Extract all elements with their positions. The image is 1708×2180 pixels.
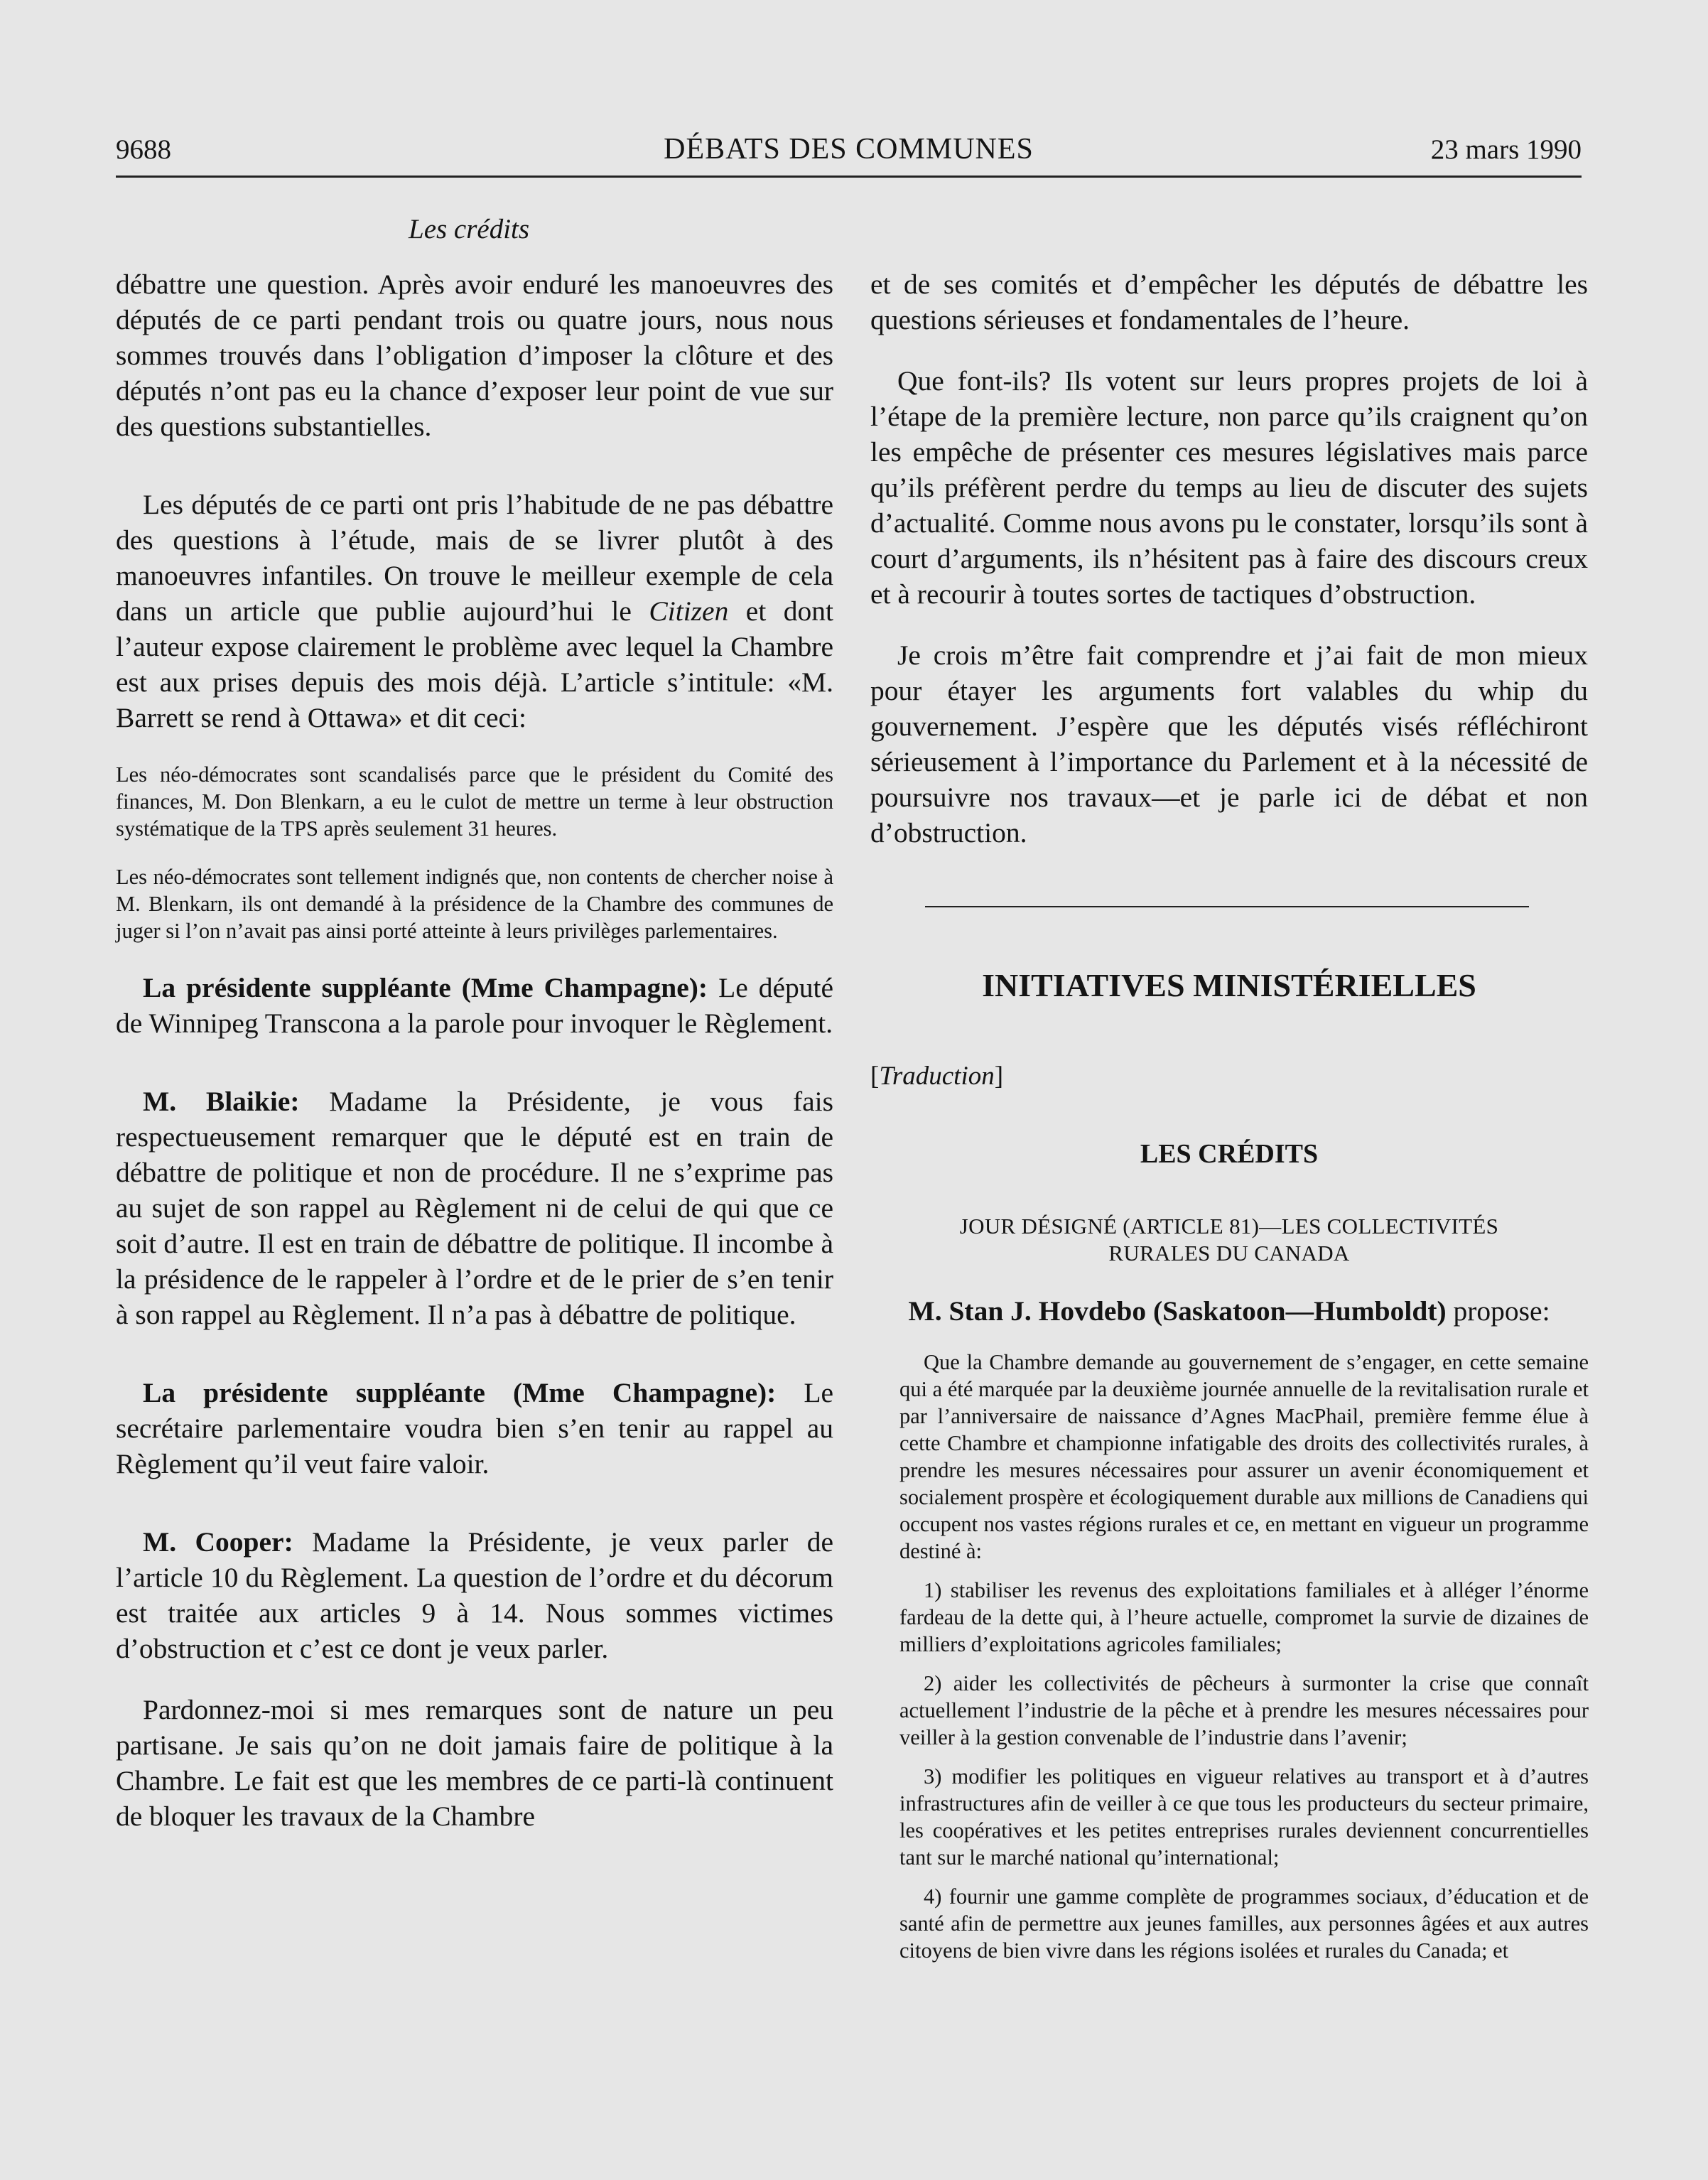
designated-day-heading: JOUR DÉSIGNÉ (ARTICLE 81)—LES COLLECTIVITÉS RURALES DU CANADA (959, 1214, 1499, 1266)
speaker-name: M. Cooper: (143, 1526, 293, 1558)
mover-line: M. Stan J. Hovdebo (Saskatoon—Humboldt) propose: (908, 1295, 1550, 1327)
motion-text (899, 1349, 1589, 1964)
motion-item: 3) modifier les politiques en vigueur relatives au transport et à d’autres infrastructures afin de veiller à ce que tous les producteurs du secteur primaire, les coopératives et les petites entreprises rurales deviennent concurrentielles tant sur le marché national qu’international; (899, 1764, 1589, 1869)
right-column (870, 266, 1588, 851)
speaker-name: La présidente suppléante (Mme Champagne): (143, 1377, 777, 1408)
paragraph: débattre une question. Après avoir enduré les manoeuvres des députés de ce parti pendant trois ou quatre jours, nous nous sommes trouvés dans l’obligation d’imposer la clôture et des députés n’ont pas eu la chance d’exposer leur point de vue sur des questions substantielles. (116, 269, 833, 442)
speaker-name: M. Blaikie: (143, 1086, 300, 1117)
page-number: 9688 (116, 134, 171, 165)
paragraph: Je crois m’être fait comprendre et j’ai fait de mon mieux pour étayer les arguments fort valables du whip du gouvernement. J’espère que les députés visés réfléchiront sérieusement à l’importance du Parlement et à la nécessité de poursuivre nos travaux—et je parle ici de débat et non d’obstruction. (870, 640, 1588, 848)
motion-item: 2) aider les collectivités de pêcheurs à surmonter la crise que connaît actuellement l’industrie de la pêche et à prendre les mesures nécessaires pour veiller à la gestion convenable de l’industrie dans l’avenir; (899, 1671, 1589, 1749)
speech: La présidente suppléante (Mme Champagne): Le député de Winnipeg Transcona a la parole pour invoquer le Règlement. (116, 972, 834, 1039)
header-rule (116, 176, 1582, 178)
speech: M. Blaikie: Madame la Présidente, je vous fais respectueusement remarquer que le député est en train de débattre de politique et non de procédure. Il ne s’exprime pas au sujet de son rappel au Règlement ni de celui de qui que ce soit d’autre. Il est en train de débattre de politique. Il incombe à la présidence de le rappeler à l’ordre et de le prier de s’en tenir à son rappel au Règlement. Il n’a pas à débattre de politique. (116, 1086, 833, 1330)
paragraph: et de ses comités et d’empêcher les députés de débattre les questions sérieuses et fondamentales de l’heure. (870, 269, 1588, 335)
subsection-title: LES CRÉDITS (1140, 1139, 1319, 1169)
motion-intro: Que la Chambre demande au gouvernement de s’engager, en cette semaine qui a été marquée par la deuxième journée annuelle de la revitalisation rurale et par l’anniversaire de naissance d’Agnes MacPhail, première femme élue à cette Chambre et championne infatigable des droits des collectivités rurales, à prendre les mesures nécessaires pour assurer un avenir économiquement et socialement prospère et écologiquement durable aux millions de Canadiens qui occupent nos vastes régions rurales et ce, en mettant en vigueur un programme destiné à: (899, 1350, 1589, 1563)
newspaper-name: Citizen (649, 595, 729, 627)
page-header (116, 134, 1582, 176)
paragraph: Que font-ils? Ils votent sur leurs propres projets de loi à l’étape de la première lecture, non parce qu’ils craignent qu’on les empêche de présenter ces mesures législatives mais parce qu’ils préfèrent perdre du temps au lieu de discuter des sujets d’actualité. Comme nous avons pu le constater, lorsqu’ils sont à court d’arguments, ils n’hésitent pas à faire des discours creux et à recourir à toutes sortes de tactiques d’obstruction. (870, 365, 1588, 610)
mover-name: M. Stan J. Hovdebo (Saskatoon—Humboldt) (908, 1295, 1447, 1327)
paragraph: Les députés de ce parti ont pris l’habitude de ne pas débattre des questions à l’étude, mais de se livrer plutôt à des manoeuvres infantiles. On trouve le meilleur exemple de cela dans un article que publie aujourd’hui le Citizen et dont l’auteur expose clairement le problème avec lequel la Chambre est aux prises depuis des mois déjà. L’article s’intitule: «M. Barrett se rend à Ottawa» et dit ceci: (116, 489, 834, 733)
running-head: Les crédits (409, 214, 530, 244)
speech: La présidente suppléante (Mme Champagne): Le secrétaire parlementaire voudra bien s’en tenir au rappel au Règlement qu’il veut faire valoir. (116, 1377, 834, 1479)
block-quote: Les néo-démocrates sont tellement indignés que, non contents de chercher noise à M. Blenkarn, ils ont demandé à la présidence de la Chambre des communes de juger si l’on n’avait pas ainsi porté atteinte à leurs privilèges parlementaires. (116, 865, 833, 943)
section-separator (925, 906, 1529, 907)
translation-tag: [Traduction] (870, 1062, 1004, 1091)
speaker-name: La présidente suppléante (Mme Champagne): (143, 972, 708, 1003)
block-quote: Les néo-démocrates sont scandalisés parce que le président du Comité des finances, M. Don Blenkarn, a eu le culot de mettre un terme à leur obstruction systématique de la TPS après seulement 31 heures. (116, 762, 833, 841)
left-column (116, 266, 833, 1834)
motion-item: 4) fournir une gamme complète de programmes sociaux, d’éducation et de santé afin de permettre aux jeunes familles, aux personnes âgées et aux autres citoyens de bien vivre dans les régions isolées et rurales du Canada; et (899, 1884, 1589, 1963)
paragraph: Pardonnez-moi si mes remarques sont de nature un peu partisane. Je sais qu’on ne doit jamais faire de politique à la Chambre. Le fait est que les membres de ce parti-là continuent de bloquer les travaux de la Chambre (116, 1694, 833, 1832)
publication-date: 23 mars 1990 (1430, 134, 1582, 165)
motion-item: 1) stabiliser les revenus des exploitations familiales et à alléger l’énorme fardeau de la dette qui, à l’heure actuelle, compromet la survie de dizaines de milliers d’exploitations agricoles familiales; (899, 1578, 1589, 1656)
publication-title: DÉBATS DES COMMUNES (664, 133, 1034, 166)
section-title: INITIATIVES MINISTÉRIELLES (982, 967, 1476, 1003)
speech: M. Cooper: Madame la Présidente, je veux parler de l’article 10 du Règlement. La question de l’ordre et du décorum est traitée aux articles 9 à 14. Nous sommes victimes d’obstruction et c’est ce dont je veux parler. (116, 1526, 834, 1664)
